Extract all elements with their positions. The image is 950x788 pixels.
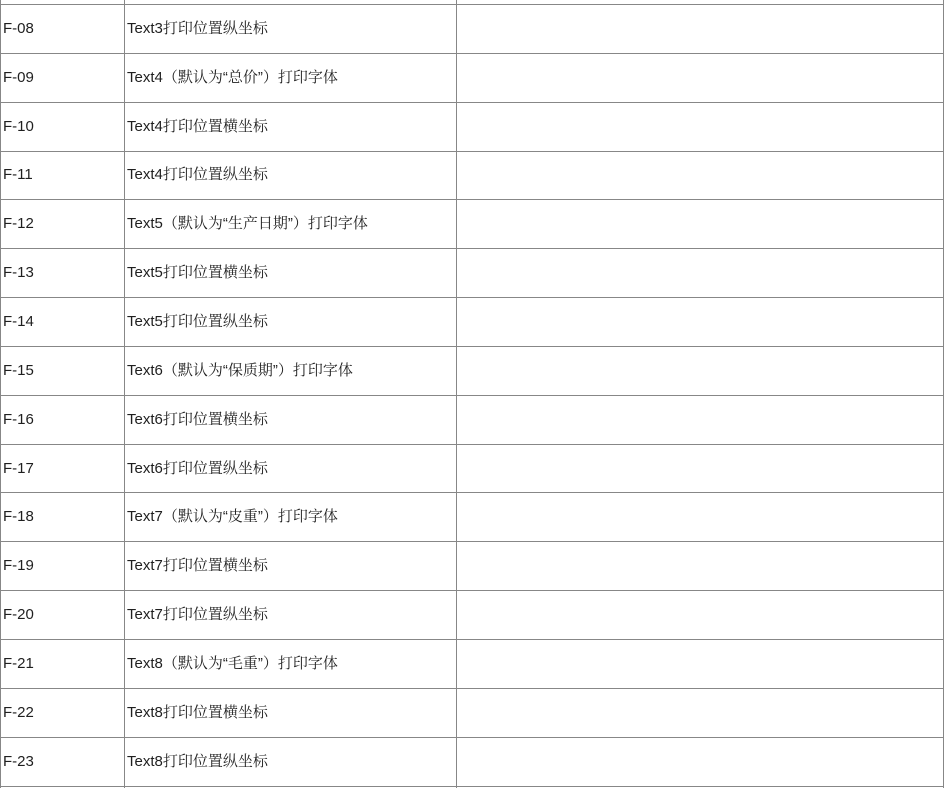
code-cell: F-15 (1, 346, 125, 395)
value-cell (457, 200, 944, 249)
table-row (1, 249, 944, 298)
table-row (1, 493, 944, 542)
table-row (1, 5, 944, 54)
description-cell: Text5（默认为“生产日期”）打印字体 (125, 200, 457, 249)
code-cell: F-09 (1, 53, 125, 102)
description-cell: Text3打印位置纵坐标 (125, 5, 457, 54)
code-cell: F-13 (1, 249, 125, 298)
table-row (1, 542, 944, 591)
value-cell (457, 395, 944, 444)
description-cell: Text7打印位置纵坐标 (125, 591, 457, 640)
description-cell: Text4打印位置纵坐标 (125, 151, 457, 200)
description-cell: Text8打印位置纵坐标 (125, 737, 457, 786)
code-cell: F-19 (1, 542, 125, 591)
description-cell: Text8（默认为“毛重”）打印字体 (125, 639, 457, 688)
code-cell: F-16 (1, 395, 125, 444)
table-row (1, 53, 944, 102)
table-row (1, 688, 944, 737)
value-cell (457, 688, 944, 737)
table-row (1, 298, 944, 347)
description-cell: Text7打印位置横坐标 (125, 542, 457, 591)
code-cell: F-14 (1, 298, 125, 347)
description-cell: Text6（默认为“保质期”）打印字体 (125, 346, 457, 395)
value-cell (457, 53, 944, 102)
code-cell: F-08 (1, 5, 125, 54)
value-cell (457, 737, 944, 786)
value-cell (457, 346, 944, 395)
table-row (1, 200, 944, 249)
table-row (1, 346, 944, 395)
value-cell (457, 591, 944, 640)
description-cell: Text7（默认为“皮重”）打印字体 (125, 493, 457, 542)
code-cell: F-12 (1, 200, 125, 249)
description-cell: Text6打印位置纵坐标 (125, 444, 457, 493)
table-row (1, 737, 944, 786)
value-cell (457, 298, 944, 347)
value-cell (457, 249, 944, 298)
value-cell (457, 102, 944, 151)
description-cell: Text6打印位置横坐标 (125, 395, 457, 444)
code-cell: F-21 (1, 639, 125, 688)
code-cell: F-20 (1, 591, 125, 640)
value-cell (457, 542, 944, 591)
value-cell (457, 444, 944, 493)
code-cell: F-23 (1, 737, 125, 786)
value-cell (457, 639, 944, 688)
value-cell (457, 493, 944, 542)
code-cell: F-22 (1, 688, 125, 737)
table-row (1, 151, 944, 200)
description-cell: Text4打印位置横坐标 (125, 102, 457, 151)
description-cell: Text4（默认为“总价”）打印字体 (125, 53, 457, 102)
value-cell (457, 5, 944, 54)
code-cell: F-10 (1, 102, 125, 151)
description-cell: Text5打印位置纵坐标 (125, 298, 457, 347)
table-row (1, 639, 944, 688)
code-cell: F-17 (1, 444, 125, 493)
code-cell: F-18 (1, 493, 125, 542)
table-row (1, 591, 944, 640)
description-cell: Text5打印位置横坐标 (125, 249, 457, 298)
code-cell: F-11 (1, 151, 125, 200)
table-row (1, 395, 944, 444)
description-cell: Text8打印位置横坐标 (125, 688, 457, 737)
table-row (1, 102, 944, 151)
value-cell (457, 151, 944, 200)
table-row (1, 444, 944, 493)
